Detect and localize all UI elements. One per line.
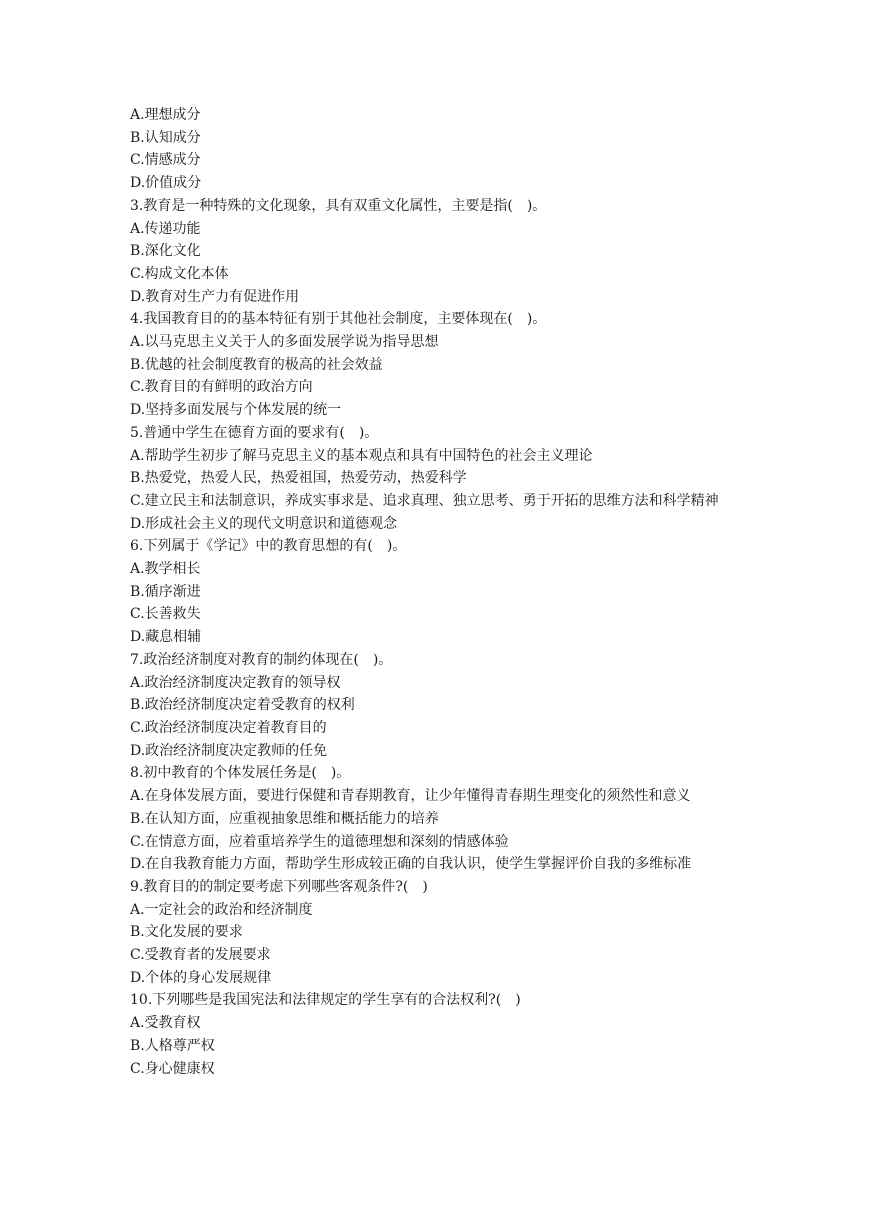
option-line: A.政治经济制度决定教育的领导权 (130, 674, 341, 691)
option-line: B.政治经济制度决定着受教育的权利 (130, 697, 355, 714)
option-line: C.构成文化本体 (130, 265, 229, 282)
question-line: 9.教育目的的制定要考虑下列哪些客观条件?( ) (130, 878, 428, 895)
option-line: A.传递功能 (130, 220, 201, 237)
option-line: C.建立民主和法制意识，养成实事求是、追求真理、独立思考、勇于开拓的思维方法和科学精神 (130, 492, 719, 509)
option-line: A.在身体发展方面，要进行保健和青春期教育，让少年懂得青春期生理变化的须然性和意义 (130, 788, 691, 805)
question-line: 3.教育是一种特殊的文化现象，具有双重文化属性，主要是指( )。 (130, 197, 547, 214)
option-line: D.个体的身心发展规律 (130, 969, 272, 986)
option-line: D.政治经济制度决定教师的任免 (130, 742, 328, 759)
option-line: B.在认知方面，应重视抽象思维和概括能力的培养 (130, 810, 439, 827)
option-line: B.认知成分 (130, 129, 201, 146)
option-line: C.身心健康权 (130, 1060, 215, 1077)
option-line: A.理想成分 (130, 107, 201, 123)
option-line: D.坚持多面发展与个体发展的统一 (130, 402, 342, 419)
option-line: C.情感成分 (130, 152, 201, 169)
option-line: D.形成社会主义的现代文明意识和道德观念 (130, 515, 398, 532)
document-body (130, 104, 742, 1080)
option-line: C.在情意方面，应着重培养学生的道德理想和深刻的情感体验 (130, 833, 509, 850)
question-line: 7.政治经济制度对教育的制约体现在( )。 (130, 651, 393, 668)
option-line: A.以马克思主义关于人的多面发展学说为指导思想 (130, 334, 439, 351)
option-line: D.价值成分 (130, 175, 202, 192)
option-line: A.受教育权 (130, 1015, 201, 1032)
option-line: D.藏息相辅 (130, 629, 202, 646)
question-line: 6.下列属于《学记》中的教育思想的有( )。 (130, 538, 407, 555)
question-line: 5.普通中学生在德育方面的要求有( )。 (130, 424, 379, 441)
option-line: D.教育对生产力有促进作用 (130, 288, 300, 305)
option-line: A.帮助学生初步了解马克思主义的基本观点和具有中国特色的社会主义理论 (130, 447, 593, 464)
option-line: C.政治经济制度决定着教育目的 (130, 719, 327, 736)
option-line: A.教学相长 (130, 561, 201, 578)
question-line: 4.我国教育目的的基本特征有别于其他社会制度，主要体现在( )。 (130, 311, 547, 328)
option-line: C.受教育者的发展要求 (130, 947, 271, 964)
option-line: B.人格尊严权 (130, 1037, 215, 1054)
option-line: B.热爱党，热爱人民，热爱祖国，热爱劳动，热爱科学 (130, 470, 467, 487)
option-line: D.在自我教育能力方面，帮助学生形成较正确的自我认识，使学生掌握评价自我的多维标准 (130, 856, 692, 873)
question-line: 8.初中教育的个体发展任务是( )。 (130, 765, 351, 782)
option-line: B.循序渐进 (130, 583, 201, 600)
option-line: B.优越的社会制度教育的极高的社会效益 (130, 356, 383, 373)
option-line: A.一定社会的政治和经济制度 (130, 901, 313, 918)
question-line: 10.下列哪些是我国宪法和法律规定的学生享有的合法权利?( ) (130, 992, 521, 1009)
option-line: B.深化文化 (130, 243, 201, 260)
option-line: C.教育目的有鲜明的政治方向 (130, 379, 313, 396)
option-line: B.文化发展的要求 (130, 924, 243, 941)
option-line: C.长善救失 (130, 606, 201, 623)
